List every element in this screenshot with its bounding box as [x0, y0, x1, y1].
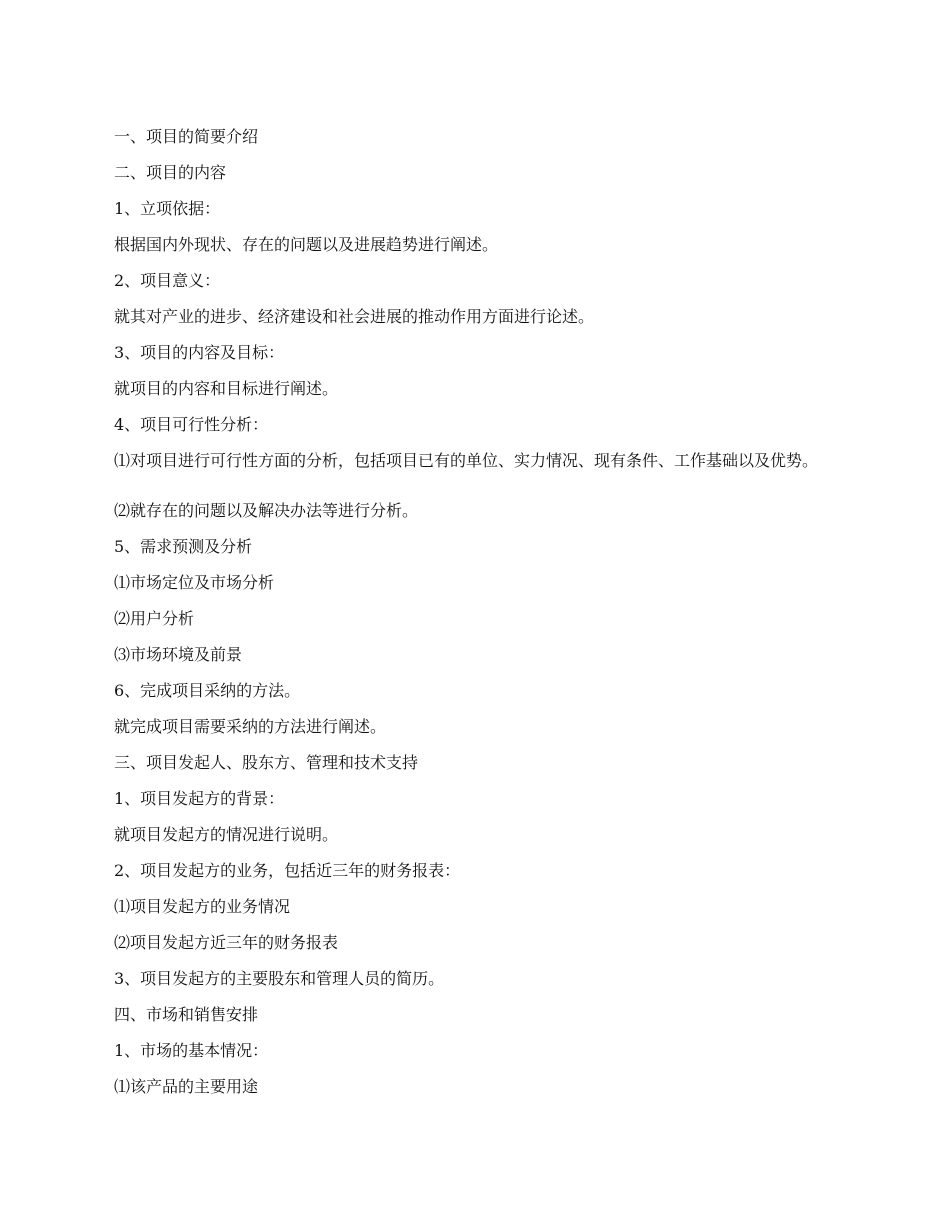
heading-market-sales: 四、市场和销售安排 — [114, 1005, 259, 1024]
heading-sponsors: 三、项目发起人、股东方、管理和技术支持 — [114, 753, 419, 772]
list-item-market-env: ⑶市场环境及前景 — [114, 645, 243, 664]
subheading-feasibility: 4、项目可行性分析： — [114, 415, 269, 434]
subheading-sponsor-background: 1、项目发起方的背景： — [114, 789, 285, 808]
paragraph-feasibility-1: ⑴对项目进行可行性方面的分析，包括项目已有的单位、实力情况、现有条件、工作基础以及优势。 — [114, 451, 819, 470]
document-page — [114, 123, 834, 1109]
list-item-user-analysis: ⑵用户分析 — [114, 609, 195, 628]
list-item-product-use: ⑴该产品的主要用途 — [114, 1077, 259, 1096]
subheading-basis: 1、立项依据： — [114, 199, 221, 218]
heading-project-brief: 一、项目的简要介绍 — [114, 127, 259, 146]
subheading-significance: 2、项目意义： — [114, 271, 221, 290]
subheading-methods: 6、完成项目采纳的方法。 — [114, 681, 301, 700]
heading-project-content: 二、项目的内容 — [114, 163, 227, 182]
list-item-financials: ⑵项目发起方近三年的财务报表 — [114, 933, 339, 952]
list-item-business: ⑴项目发起方的业务情况 — [114, 897, 291, 916]
paragraph-sponsor-background: 就项目发起方的情况进行说明。 — [114, 825, 339, 844]
paragraph-methods: 就完成项目需要采纳的方法进行阐述。 — [114, 717, 387, 736]
paragraph-basis: 根据国内外现状、存在的问题以及进展趋势进行阐述。 — [114, 235, 499, 254]
subheading-demand: 5、需求预测及分析 — [114, 537, 253, 556]
paragraph-significance: 就其对产业的进步、经济建设和社会进展的推动作用方面进行论述。 — [114, 307, 595, 326]
subheading-sponsor-business: 2、项目发起方的业务，包括近三年的财务报表： — [114, 861, 461, 880]
paragraph-feasibility-2: ⑵就存在的问题以及解决办法等进行分析。 — [114, 501, 419, 520]
paragraph-content-goals: 就项目的内容和目标进行阐述。 — [114, 379, 339, 398]
subheading-content-goals: 3、项目的内容及目标： — [114, 343, 285, 362]
subheading-shareholders: 3、项目发起方的主要股东和管理人员的简历。 — [114, 969, 445, 988]
list-item-market-position: ⑴市场定位及市场分析 — [114, 573, 275, 592]
subheading-market-basics: 1、市场的基本情况： — [114, 1041, 269, 1060]
